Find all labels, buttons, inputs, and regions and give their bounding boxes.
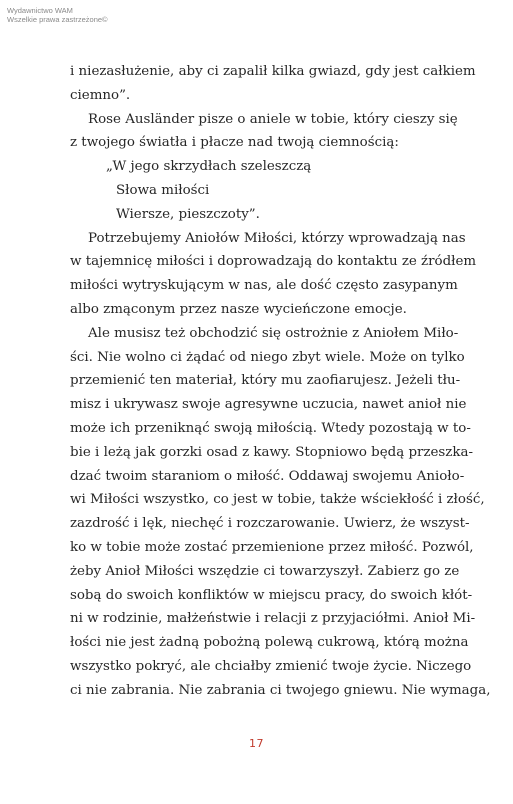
text-line: ko w tobie może zostać przemienione przez miłość. Pozwól, (70, 539, 474, 555)
text-line: wszystko pokryć, ale chciałby zmienić twoje życie. Niczego (70, 658, 472, 674)
text-line: Ale musisz też obchodzić się ostrożnie z Aniołem Miło- (88, 325, 459, 341)
text-line: ciemno”. (70, 87, 131, 103)
text-line: misz i ukrywasz swoje agresywne uczucia, nawet anioł nie (70, 397, 467, 413)
text-line: Potrzebujemy Aniołów Miłości, którzy wprowadzają nas (88, 230, 466, 246)
text-line: sobą do swoich konfliktów w miejscu pracy, do swoich kłót- (70, 587, 473, 603)
text-line: żeby Anioł Miłości wszędzie ci towarzyszył. Zabierz go ze (70, 563, 460, 579)
text-line: zazdrość i lęk, niechęć i rozczarowanie. Uwierz, że wszyst- (70, 516, 470, 532)
text-line: wi Miłości wszystko, co jest w tobie, także wściekłość i złość, (70, 492, 485, 508)
publisher-name: Wydawnictwo WAM (7, 6, 73, 15)
text-line: w tajemnicę miłości i doprowadzają do kontaktu ze źródłem (70, 254, 477, 270)
text-line: miłości wytryskującym w nas, ale dość często zasypanym (70, 278, 458, 294)
text-line: albo zmąconym przez nasze wycieńczone emocje. (70, 301, 407, 317)
quote-line: Słowa miłości (116, 182, 210, 198)
text-line: ci nie zabrania. Nie zabrania ci twojego gniewu. Nie wymaga, (70, 682, 491, 698)
quote-line: Wiersze, pieszczoty”. (116, 206, 260, 222)
text-line: ni w rodzinie, małżeństwie i relacji z przyjaciółmi. Anioł Mi- (70, 611, 476, 627)
watermark (7, 6, 108, 24)
text-line: bie i leżą jak gorzki osad z kawy. Stopniowo będą przeszka- (70, 444, 473, 460)
text-line: ści. Nie wolno ci żądać od niego zbyt wiele. Może on tylko (70, 349, 465, 365)
text-line: dzać twoim staraniom o miłość. Oddawaj swojemu Anioło- (70, 468, 465, 484)
page-number: 17 (249, 737, 264, 750)
text-line: i niezasłużenie, aby ci zapalił kilka gwiazd, gdy jest całkiem (70, 64, 476, 79)
rights-notice: Wszelkie prawa zastrzeżone© (7, 15, 108, 24)
text-line: łości nie jest żadną pobożną polewą cukrową, którą można (70, 635, 469, 651)
text-line: z twojego światła i płacze nad twoją ciemnością: (70, 135, 399, 151)
page-body (70, 60, 491, 703)
quote-line: „W jego skrzydłach szeleszczą (106, 159, 312, 175)
text-line: przemienić ten materiał, który mu zaofiarujesz. Jeżeli tłu- (70, 373, 461, 389)
text-line: może ich przeniknąć swoją miłością. Wtedy pozostają w to- (70, 420, 471, 436)
text-line: Rose Ausländer pisze o aniele w tobie, który cieszy się (88, 111, 458, 127)
